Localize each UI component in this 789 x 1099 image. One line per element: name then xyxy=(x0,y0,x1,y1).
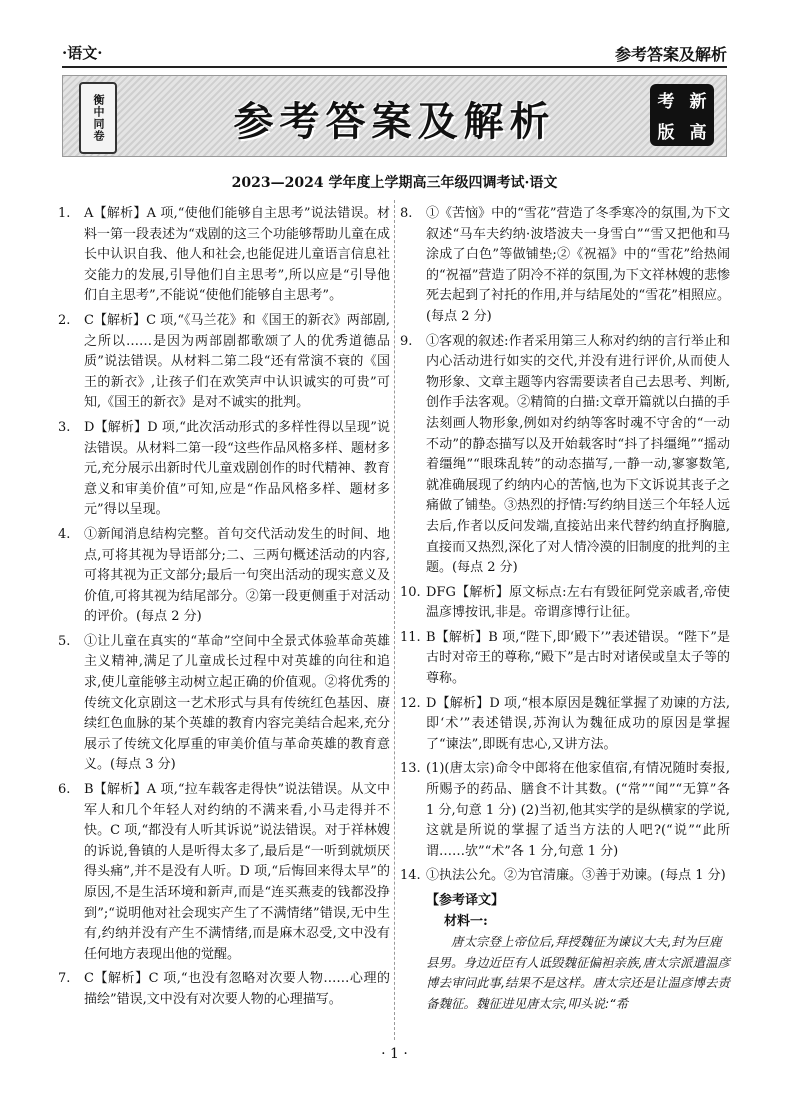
brand-seal: 衡中同卷 xyxy=(79,82,117,154)
item-number: 3. xyxy=(58,419,71,435)
item-text: ①执法公允。②为官清廉。③善于劝谏。(每点 1 分) xyxy=(426,868,726,884)
item-number: 5. xyxy=(58,633,71,649)
item-number: 8. xyxy=(400,206,413,221)
answer-item xyxy=(400,866,730,887)
badge-char: 新 xyxy=(689,92,707,112)
exam-title: 2023—2024 学年度上学期高三年级四调考试·语文 xyxy=(231,175,558,191)
item-text: DFG【解析】原文标点:左右有毁征阿党亲戚者,帝使温彦博按讯,非是。帝谓彦博行让征。 xyxy=(426,584,730,621)
answer-item xyxy=(400,204,730,328)
title-banner xyxy=(62,75,727,157)
item-text: (1)(唐太宗)命令中郎将在他家值宿,有情况随时奏报,所赐予的药品、膳食不计其数。(“常”“闻”“无算”各 1 分,句意 1 分) (2)当初,他其实学的是纵横家的学说,这就是所说的掌握了适当方法的人吧?(“说”“此所谓……欤”“术”各 1 分,句意 1 分) xyxy=(426,761,730,859)
item-number: 13. xyxy=(400,761,421,777)
item-number: 11. xyxy=(400,629,421,645)
translation-heading: 【参考译文】 xyxy=(426,893,505,908)
item-number: 4. xyxy=(58,526,71,542)
new-edition-badge xyxy=(650,84,714,146)
item-number: 9. xyxy=(400,333,413,349)
item-text: ①客观的叙述:作者采用第三人称对约纳的言行举止和内心活动进行如实的交代,并没有进行评价,从而使人物形象、文章主题等内容需要读者自己去思考、判断,创作手法客观。②精简的白描:文章开篇就以白描的手法刻画人物形象,例如对约纳等客时魂不守舍的“一动不动”的静态描写以及开始载客时“抖了抖缰绳”“摇动着缰绳”“眼珠乱转”的动态描写,一静一动,寥寥数笔,就准确展现了约纳内心的苦恼,也为下文诉说其丧子之痛做了铺垫。③热烈的抒情:写约纳目送三个年轻人远去后,作者以反问发端,直接站出来代替约纳直抒胸臆,直接而又热烈,深化了对人情冷漠的旧制度的批判的主题。(每点 2 分) xyxy=(426,333,730,576)
answer-item xyxy=(400,583,730,624)
item-number: 7. xyxy=(58,971,71,987)
answer-item xyxy=(58,525,390,628)
item-text: ①让儿童在真实的“革命”空间中全景式体验革命英雄主义精神,满足了儿童成长过程中对英雄的向往和追求,使儿童能够主动树立起正确的价值观。②将优秀的传统文化京剧这一艺术形式与具有传统红色基因、赓续红色血脉的某个英雄的教育内容完美结合起来,充分展示了传统文化厚重的审美价值与革命英雄的教育意义。(每点 3 分) xyxy=(84,633,390,773)
item-number: 1. xyxy=(58,206,71,221)
item-text: C【解析】C 项,“也没有忽略对次要人物……心理的描绘”错误,文中没有对次要人物的心理描写。 xyxy=(84,971,390,1007)
item-number: 10. xyxy=(400,584,421,600)
item-number: 12. xyxy=(400,695,421,711)
item-text: ①新闻消息结构完整。首句交代活动发生的时间、地点,可将其视为导语部分;二、三两句概述活动的内容,可将其视为正文部分;最后一句突出活动的现实意义及价值,可将其视为结尾部分。②第一段更侧重于对活动的评价。(每点 2 分) xyxy=(84,526,390,625)
answer-item xyxy=(400,759,730,862)
item-text: D【解析】D 项,“此次活动形式的多样性得以呈现”说法错误。从材料二第一段“这些作品风格多样、题材多元,充分展示出新时代儿童戏剧创作的时代精神、教育意义和审美价值”可知,应是“作品风格多样、题材多元”得以呈现。 xyxy=(84,419,390,518)
answer-item xyxy=(58,204,390,307)
item-number: 14. xyxy=(400,868,421,884)
column-divider xyxy=(394,200,395,1040)
item-text: B【解析】A 项,“拉车载客走得快”说法错误。从文中军人和几个年轻人对约纳的不满来看,小马走得并不快。C 项,“都没有人听其诉说”说法错误。对于祥林嫂的诉说,鲁镇的人是听得太多了,最后是“一听到就烦厌得头痛”,并不是没有人听。D 项,“后悔回来得太早”的原因,不是生活环境和新声,而是“连买燕麦的钱都没挣到”;“说明他对社会现实产生了不满情绪”错误,无中生有,约纳并没有产生不满情绪,而是麻木忍受,文中没有任何地方表现出他的觉醒。 xyxy=(84,782,390,962)
badge-char: 版 xyxy=(657,123,675,143)
answer-item xyxy=(400,628,730,690)
left-column xyxy=(58,204,390,1015)
answer-item xyxy=(400,332,730,579)
answer-item xyxy=(58,632,390,776)
item-text: C【解析】C 项,“《马兰花》和《国王的新衣》两部剧,之所以……是因为两部剧都歌颂了人的优秀道德品质”说法错误。从材料二第二段“还有常演不衰的《国王的新衣》,让孩子们在欢笑声中认识诚实的可贵”可知,《国王的新衣》是对不诚实的批判。 xyxy=(84,312,390,411)
answer-item xyxy=(400,694,730,756)
subject-label: ·语文· xyxy=(62,44,103,62)
item-text: ①《苦恼》中的“雪花”营造了冬季寒冷的氛围,为下文叙述“马车夫约纳·波塔波夫一身雪白”“雪又把他和马涂成了白色”等做铺垫;②《祝福》中的“雪花”给热闹的“祝福”营造了阴冷不祥的氛围,为下文祥林嫂的悲惨死去起到了衬托的作用,并与结尾处的“雪花”相照应。(每点 2 分) xyxy=(426,206,730,324)
item-text: B【解析】B 项,“陛下,即‘殿下’”表述错误。“陛下”是古时对帝王的尊称,“殿下”是古时对诸侯或皇太子等的尊称。 xyxy=(426,629,730,687)
translation-subheading: 材料一: xyxy=(444,913,488,929)
answer-item xyxy=(58,780,390,965)
banner-title: 参考答案及解析 xyxy=(233,99,556,145)
answer-item xyxy=(58,311,390,414)
badge-char: 高 xyxy=(689,123,707,143)
item-text: D【解析】D 项,“根本原因是魏征掌握了劝谏的方法,即‘术’”表述错误,苏洵认为魏征成功的原因是掌握了“谏法”,即既有忠心,又讲方法。 xyxy=(426,695,730,752)
right-column xyxy=(400,204,730,1015)
item-number: 6. xyxy=(58,782,71,798)
translation-text: 唐太宗登上帝位后,拜授魏征为谏议大夫,封为巨鹿县男。身边近臣有人诋毁魏征偏袒亲族,唐太宗派遣温彦博去审问此事,结果不是这样。唐太宗还是让温彦博去责备魏征。魏征进见唐太宗,叩头说:“希 xyxy=(426,934,730,1011)
section-label: 参考答案及解析 xyxy=(614,45,727,64)
item-number: 2. xyxy=(58,312,71,328)
page-number: · 1 · xyxy=(381,1046,408,1062)
answer-item xyxy=(58,418,390,521)
page-header xyxy=(62,40,727,68)
badge-char: 考 xyxy=(657,92,675,112)
item-text: A【解析】A 项,“使他们能够自主思考”说法错误。材料一第一段表述为“戏剧的这三个功能够帮助儿童在成长中认识自我、他人和社会,也能促进儿童语言信息社交能力的发展,引导他们自主思考”,所以应是“引导他们自主思考”,不能说“使他们能够自主思考”。 xyxy=(84,206,390,304)
answer-item xyxy=(58,969,390,1010)
